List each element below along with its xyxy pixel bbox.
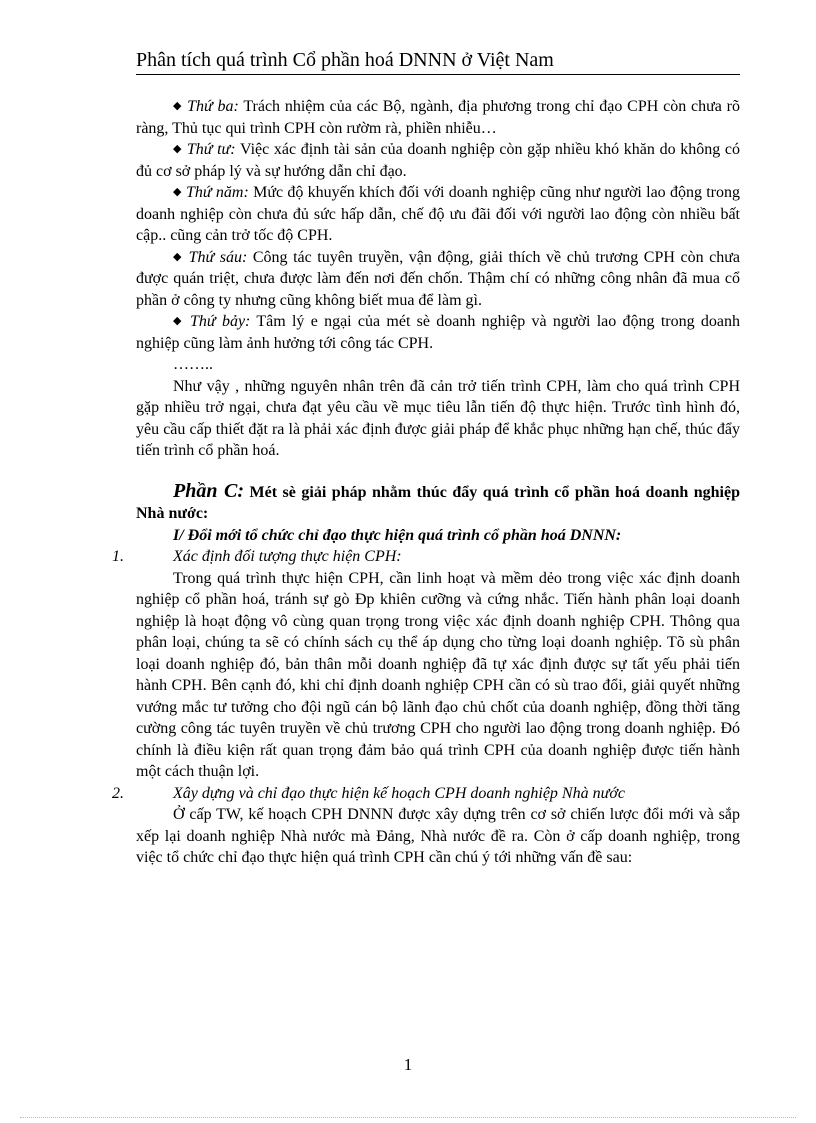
bullet-paragraph: [136, 96, 740, 139]
bullet-text: Mức độ khuyến khích đối với doanh nghiệp cũng như người lao động trong doanh nghiệp còn chưa đủ sức hấp dẫn, chế độ ưu đãi đối với người lao động còn nhiều bất cập.. cũng cản trở tốc độ CPH.: [136, 184, 741, 244]
bullet-paragraph: [136, 311, 740, 354]
bullet-label: Thứ sáu:: [188, 248, 248, 266]
diamond-bullet-icon: ◆: [173, 143, 183, 155]
section-title: [136, 481, 740, 525]
item-body: Ở cấp TW, kế hoạch CPH DNNN được xây dựng trên cơ sở chiến lược đổi mới và sắp xếp lại doanh nghiệp Nhà nước mà Đảng, Nhà nước đề ra. Còn ở cấp doanh nghiệp, trong việc tổ chức chỉ đạo thực hiện quá trình CPH cần chú ý tới những vấn đề sau:: [136, 806, 740, 866]
section-label: Phần C:: [173, 479, 244, 502]
sub-heading: I/ Đổi mới tổ chức chỉ đạo thực hiện quá trình cổ phần hoá DNNN:: [173, 526, 622, 544]
page-header: [136, 48, 740, 75]
bullet-paragraph: [136, 182, 740, 247]
bullet-label: Thứ năm:: [186, 184, 249, 201]
page-boundary-divider: [20, 1117, 796, 1118]
section-title-text: Mét sè giải pháp nhằm thúc đẩy quá trình cổ phần hoá doanh nghiệp Nhà nước:: [136, 483, 740, 522]
paragraph-spacer: [136, 462, 740, 481]
diamond-bullet-icon: ◆: [173, 186, 182, 198]
diamond-bullet-icon: ◆: [173, 315, 184, 327]
page-header-title: Phân tích quá trình Cổ phần hoá DNNN ở Việt Nam: [136, 49, 554, 71]
item-heading: Xây dựng và chỉ đạo thực hiện kế hoạch CPH doanh nghiệp Nhà nước: [173, 784, 625, 802]
summary-paragraph: Như vậy , những nguyên nhân trên đã cản trở tiến trình CPH, làm cho quá trình CPH gặp nhiều trở ngại, chưa đạt yêu cầu về mục tiêu lẫn tiến độ thực hiện. Trước tình hình đó, yêu cầu cấp thiết đặt ra là phải xác định được giải pháp để khắc phục những hạn chế, thúc đẩy tiến trình cổ phần hoá.: [136, 377, 740, 459]
diamond-bullet-icon: ◆: [173, 250, 184, 263]
bullet-label: Thứ bảy:: [190, 313, 251, 330]
bullet-label: Thứ ba:: [187, 98, 239, 115]
item-body: Trong quá trình thực hiện CPH, cần linh hoạt và mềm dẻo trong việc xác định doanh nghiệp cổ phần hoá, tránh sự gò Đp khiên cưỡng và cứng nhắc. Tiến hành phân loại doanh nghiệp là hoạt động vô cùng quan trọng trong việc xác định doanh nghiệp CPH. Thông qua phân loại, chúng ta sẽ có chính sách cụ thể áp dụng cho từng loại doanh nghiệp. Tõ sù phân loại doanh nghiệp đó, bản thân mỗi doanh nghiệp đã tự xác định được sự tất yếu phải tiến hành CPH. Bên cạnh đó, khi chỉ định doanh nghiệp CPH cần có sù trao đổi, giải quyết những vướng mắc tư tưởng cho đội ngũ cán bộ lãnh đạo chủ chốt của doanh nghiệp, đồng thời tăng cường công tác tuyên truyền về chủ trương CPH cho người lao động trong doanh nghiệp. Đó chính là điều kiện rất quan trọng đảm bảo quá trình CPH của doanh nghiệp được tiến hành một cách thuận lợi.: [136, 569, 740, 780]
bullet-text: Tâm lý e ngại của mét sè doanh nghiệp và người lao động trong doanh nghiệp cũng làm ảnh hưởng tới công tác CPH.: [136, 313, 740, 352]
bullet-paragraph: [136, 247, 740, 312]
numbered-item: [112, 546, 740, 568]
diamond-bullet-icon: ◆: [173, 100, 183, 112]
bullet-text: Việc xác định tài sản của doanh nghiệp còn gặp nhiều khó khăn do không có đủ cơ sở pháp lý và sự hướng dẫn chỉ đạo.: [136, 141, 741, 180]
page-number: 1: [403, 1055, 413, 1074]
document-body: [112, 96, 741, 869]
numbered-item: [112, 783, 740, 805]
ellipsis-line: ……..: [173, 356, 213, 373]
item-heading: Xác định đối tượng thực hiện CPH:: [173, 548, 402, 565]
bullet-paragraph: [136, 139, 740, 182]
bullet-text: Trách nhiệm của các Bộ, ngành, địa phương trong chỉ đạo CPH còn chưa rõ ràng, Thủ tục qui trình CPH còn rườm rà, phiền nhiễu…: [136, 98, 740, 137]
bullet-label: Thứ tư:: [186, 141, 236, 158]
item-number: 1.: [112, 548, 124, 565]
item-number: 2.: [112, 784, 124, 802]
bullet-text: Công tác tuyên truyền, vận động, giải thích về chủ trương CPH còn chưa được quán triệt, chưa được làm đến nơi đến chốn. Thậm chí có những công nhân đã mua cổ phần ở công ty nhưng cũng không biết mua để làm gì.: [136, 248, 740, 309]
